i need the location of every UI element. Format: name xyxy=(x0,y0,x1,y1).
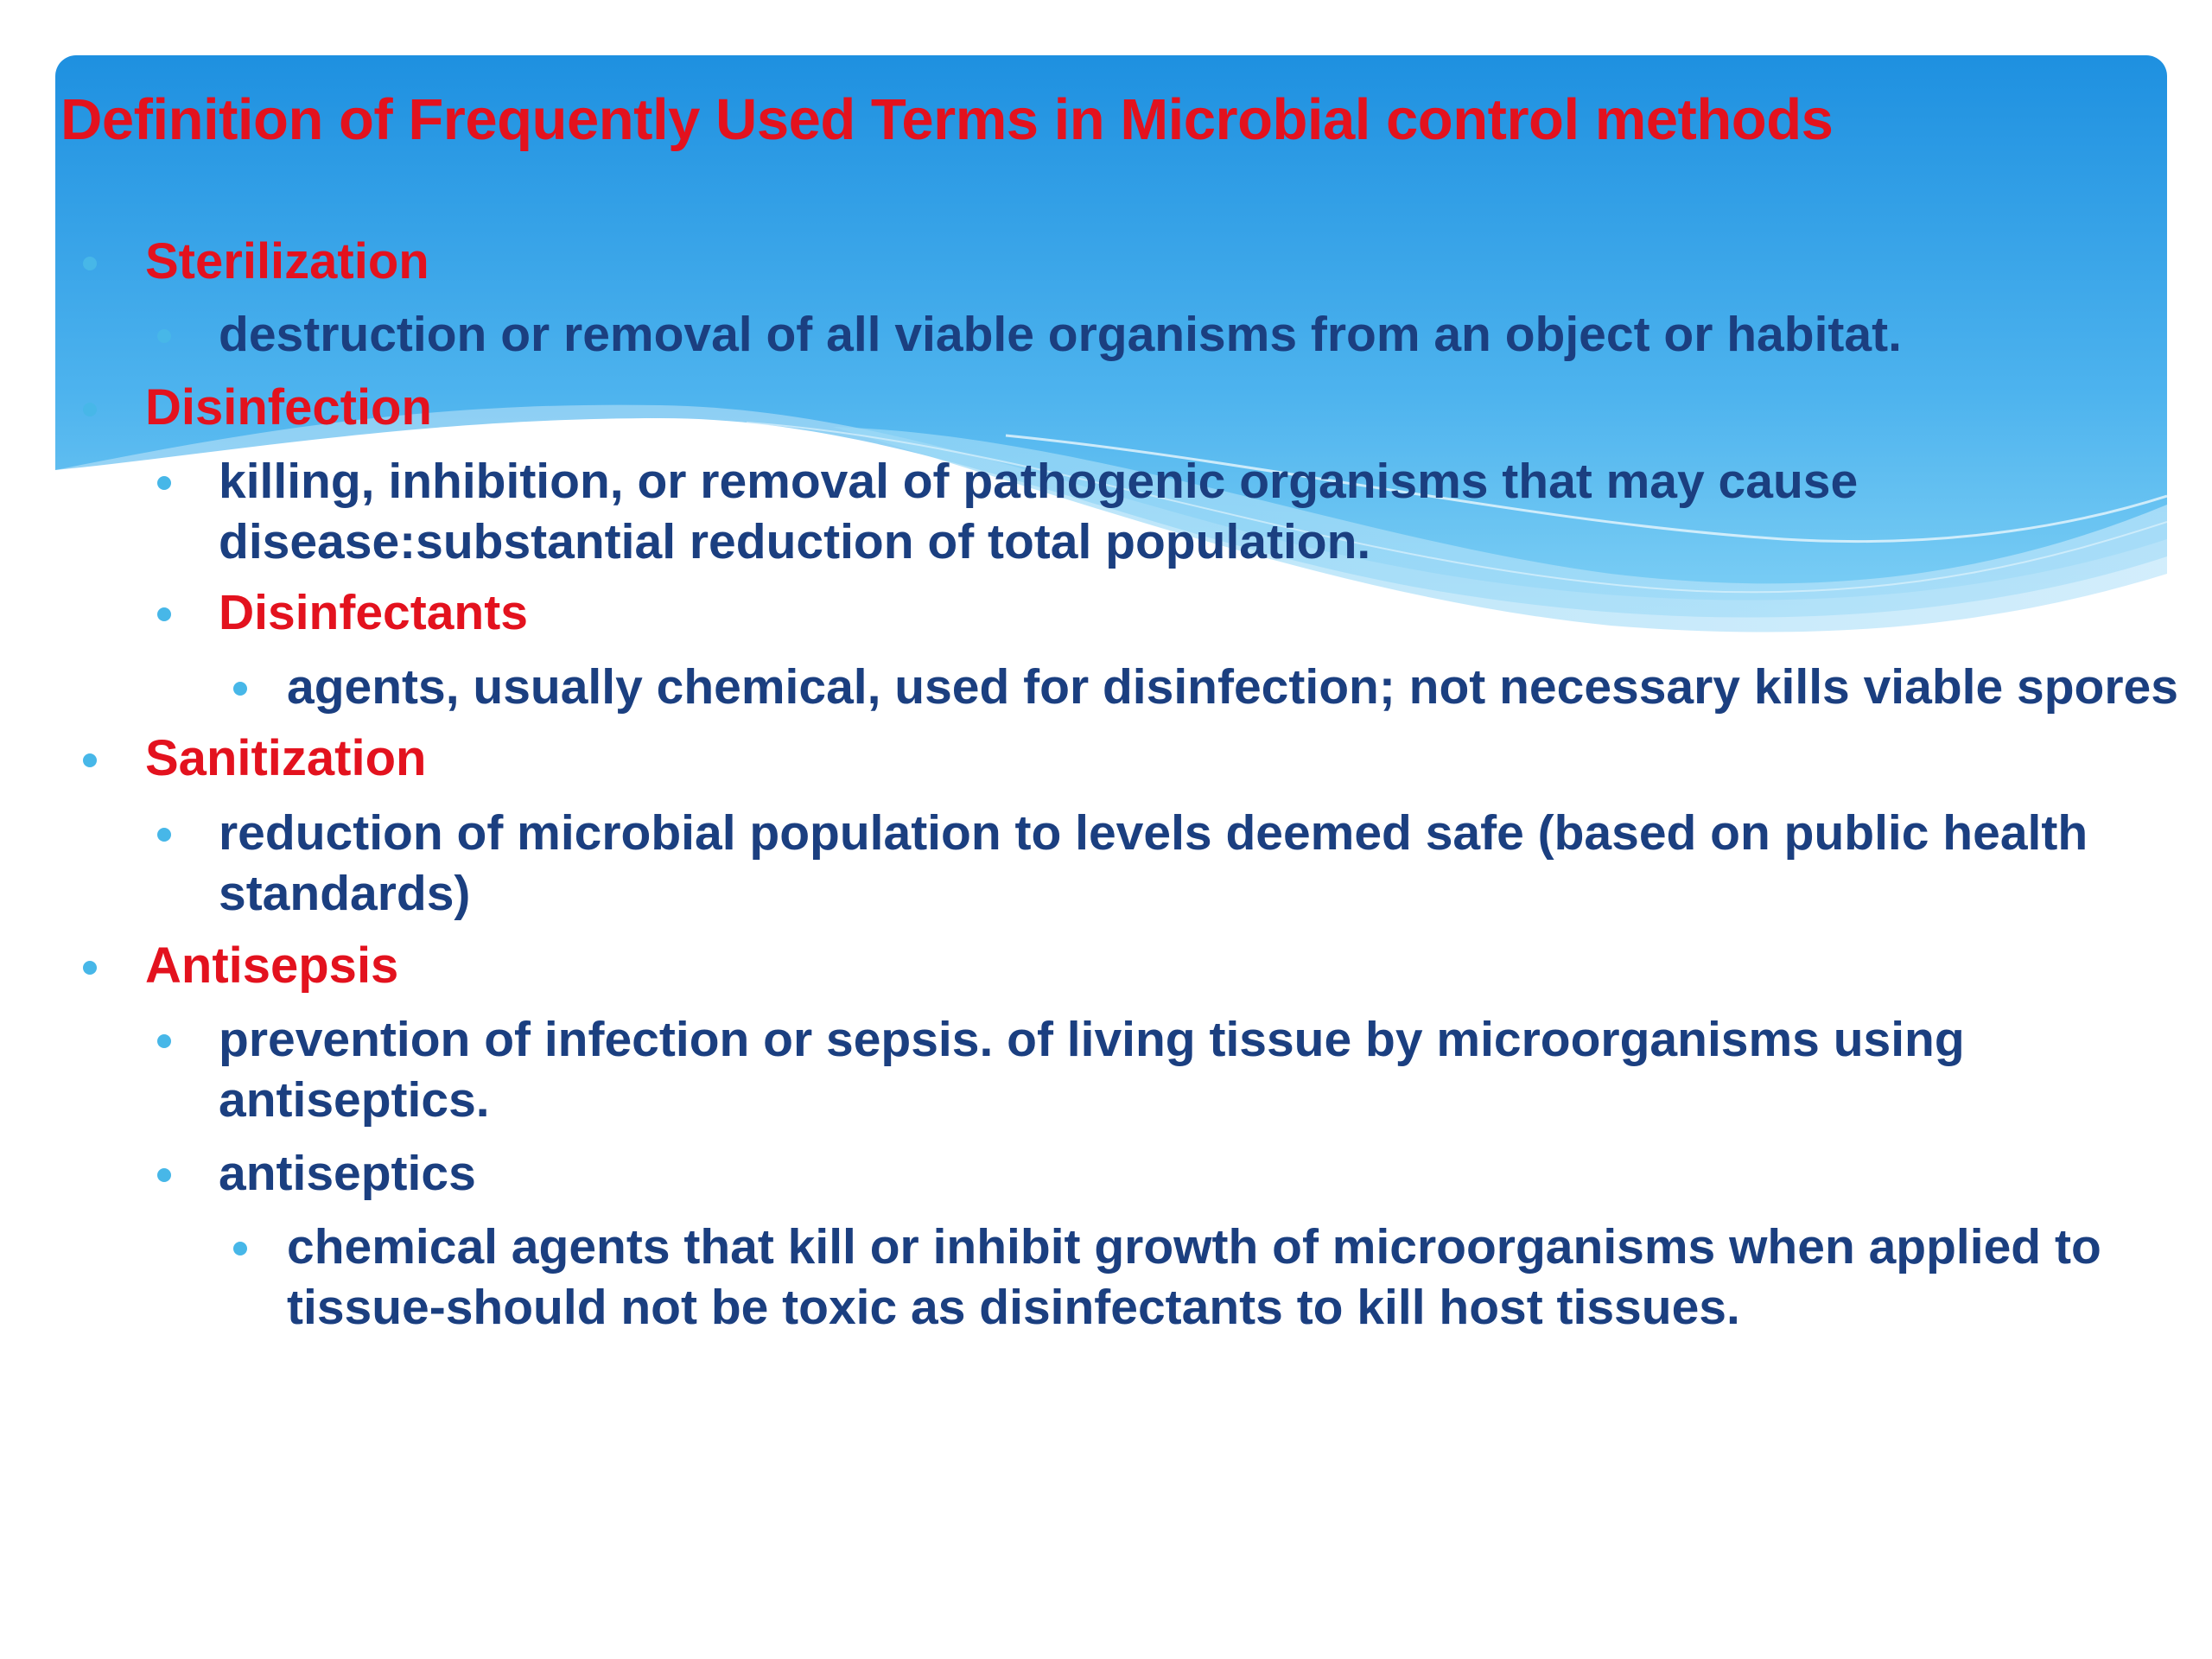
definition-sanitization-line2: standards) xyxy=(219,866,471,921)
definition-disinfectants: agents, usually chemical, used for disinfection; not necessary kills viable spores xyxy=(287,659,2178,715)
definition-antiseptics-line2: tissue-should not be toxic as disinfectants to kill host tissues. xyxy=(287,1280,1740,1335)
definition-disinfection-line1: killing, inhibition, or removal of pathogenic organisms that may cause xyxy=(219,454,1859,509)
bullet-icon xyxy=(157,1168,171,1182)
definition-antisepsis-line2: antiseptics. xyxy=(219,1072,490,1128)
bullet-icon xyxy=(233,682,247,696)
slide-title: Definition of Frequently Used Terms in Microbial control methods xyxy=(60,87,1834,152)
term-disinfection: Disinfection xyxy=(145,379,432,435)
definition-disinfection-line2: disease:substantial reduction of total population. xyxy=(219,514,1371,569)
bullet-icon xyxy=(233,1242,247,1255)
term-sterilization: Sterilization xyxy=(145,233,429,289)
bullet-icon xyxy=(83,403,97,416)
bullet-icon xyxy=(157,607,171,621)
bullet-icon xyxy=(83,753,97,767)
bullet-icon xyxy=(83,961,97,975)
term-sanitization: Sanitization xyxy=(145,730,427,786)
definition-antiseptics-line1: chemical agents that kill or inhibit growth of microorganisms when applied to xyxy=(287,1219,2101,1274)
term-antiseptics: antiseptics xyxy=(219,1146,476,1201)
definition-sterilization: destruction or removal of all viable organisms from an object or habitat. xyxy=(219,307,1902,362)
bullet-icon xyxy=(157,476,171,490)
bullet-icon xyxy=(83,257,97,270)
definition-antisepsis-line1: prevention of infection or sepsis. of living tissue by microorganisms using xyxy=(219,1012,1965,1067)
definition-sanitization-line1: reduction of microbial population to levels deemed safe (based on public health xyxy=(219,805,2088,861)
bullet-icon xyxy=(157,1034,171,1048)
term-antisepsis: Antisepsis xyxy=(145,938,399,994)
term-disinfectants: Disinfectants xyxy=(219,585,528,640)
bullet-icon xyxy=(157,329,171,343)
bullet-icon xyxy=(157,828,171,842)
